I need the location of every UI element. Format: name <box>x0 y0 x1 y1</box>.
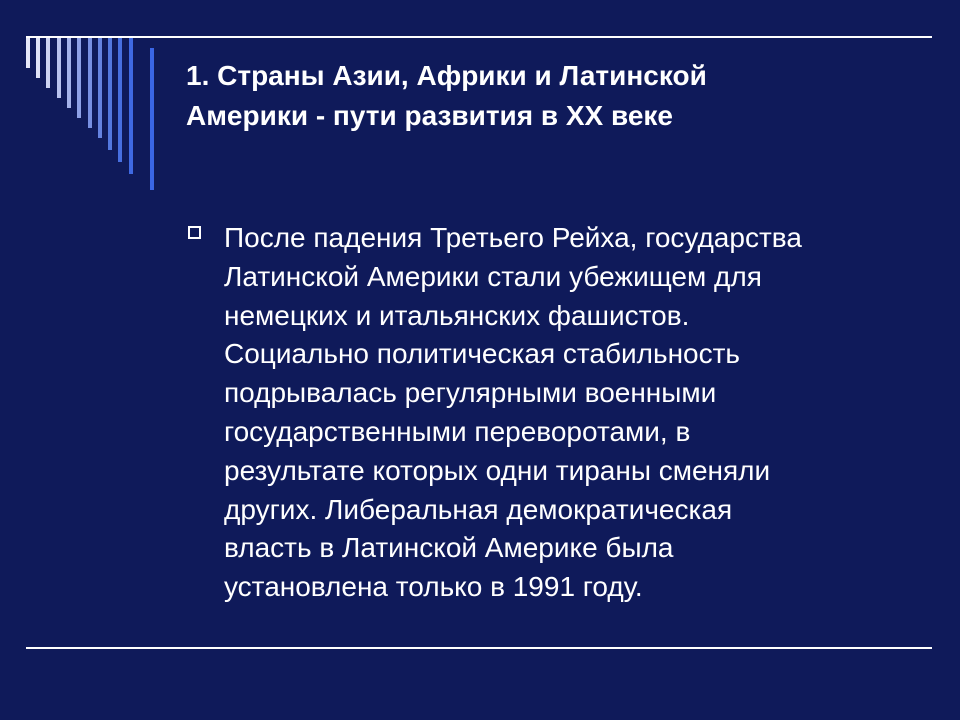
bullet-line-2: Латинской Америки стали убежищем для <box>224 260 762 292</box>
bullet-line-3: немецких и итальянских фашистов. <box>224 299 690 331</box>
stripe-5 <box>67 38 71 108</box>
stripe-8 <box>98 38 102 138</box>
bullet-line-7: результате которых одни тираны сменяли <box>224 454 771 486</box>
stripe-1 <box>26 38 30 68</box>
title-line-1: 1. Страны Азии, Африки и Латинской <box>186 60 707 91</box>
stripe-12 <box>150 48 154 190</box>
stripe-9 <box>108 38 112 150</box>
stripe-7 <box>88 38 92 128</box>
bullet-line-6: государственными переворотами, в <box>224 415 691 447</box>
stripe-4 <box>57 38 61 98</box>
stripe-decoration-icon <box>0 0 170 200</box>
stripe-3 <box>46 38 50 88</box>
bullet-line-4: Социально политическая стабильность <box>224 338 741 370</box>
bottom-rule <box>26 647 932 649</box>
hollow-square-bullet-icon <box>188 226 201 239</box>
slide-title <box>186 56 886 136</box>
stripe-10 <box>118 38 122 162</box>
stripe-11 <box>129 38 133 174</box>
title-line-2: Америки - пути развития в XX веке <box>186 100 673 131</box>
bullet-line-8: других. Либеральная демократическая <box>224 493 733 525</box>
bullet-line-5: подрывалась регулярными военными <box>224 377 717 409</box>
bullet-line-1: После падения Третьего Рейха, государства <box>224 222 802 253</box>
bullet-line-9: власть в Латинской Америке была <box>224 532 674 564</box>
stripe-6 <box>77 38 81 118</box>
bullet-text <box>224 219 884 607</box>
bullet-line-10: установлена только в 1991 году. <box>224 571 643 603</box>
stripe-2 <box>36 38 40 78</box>
